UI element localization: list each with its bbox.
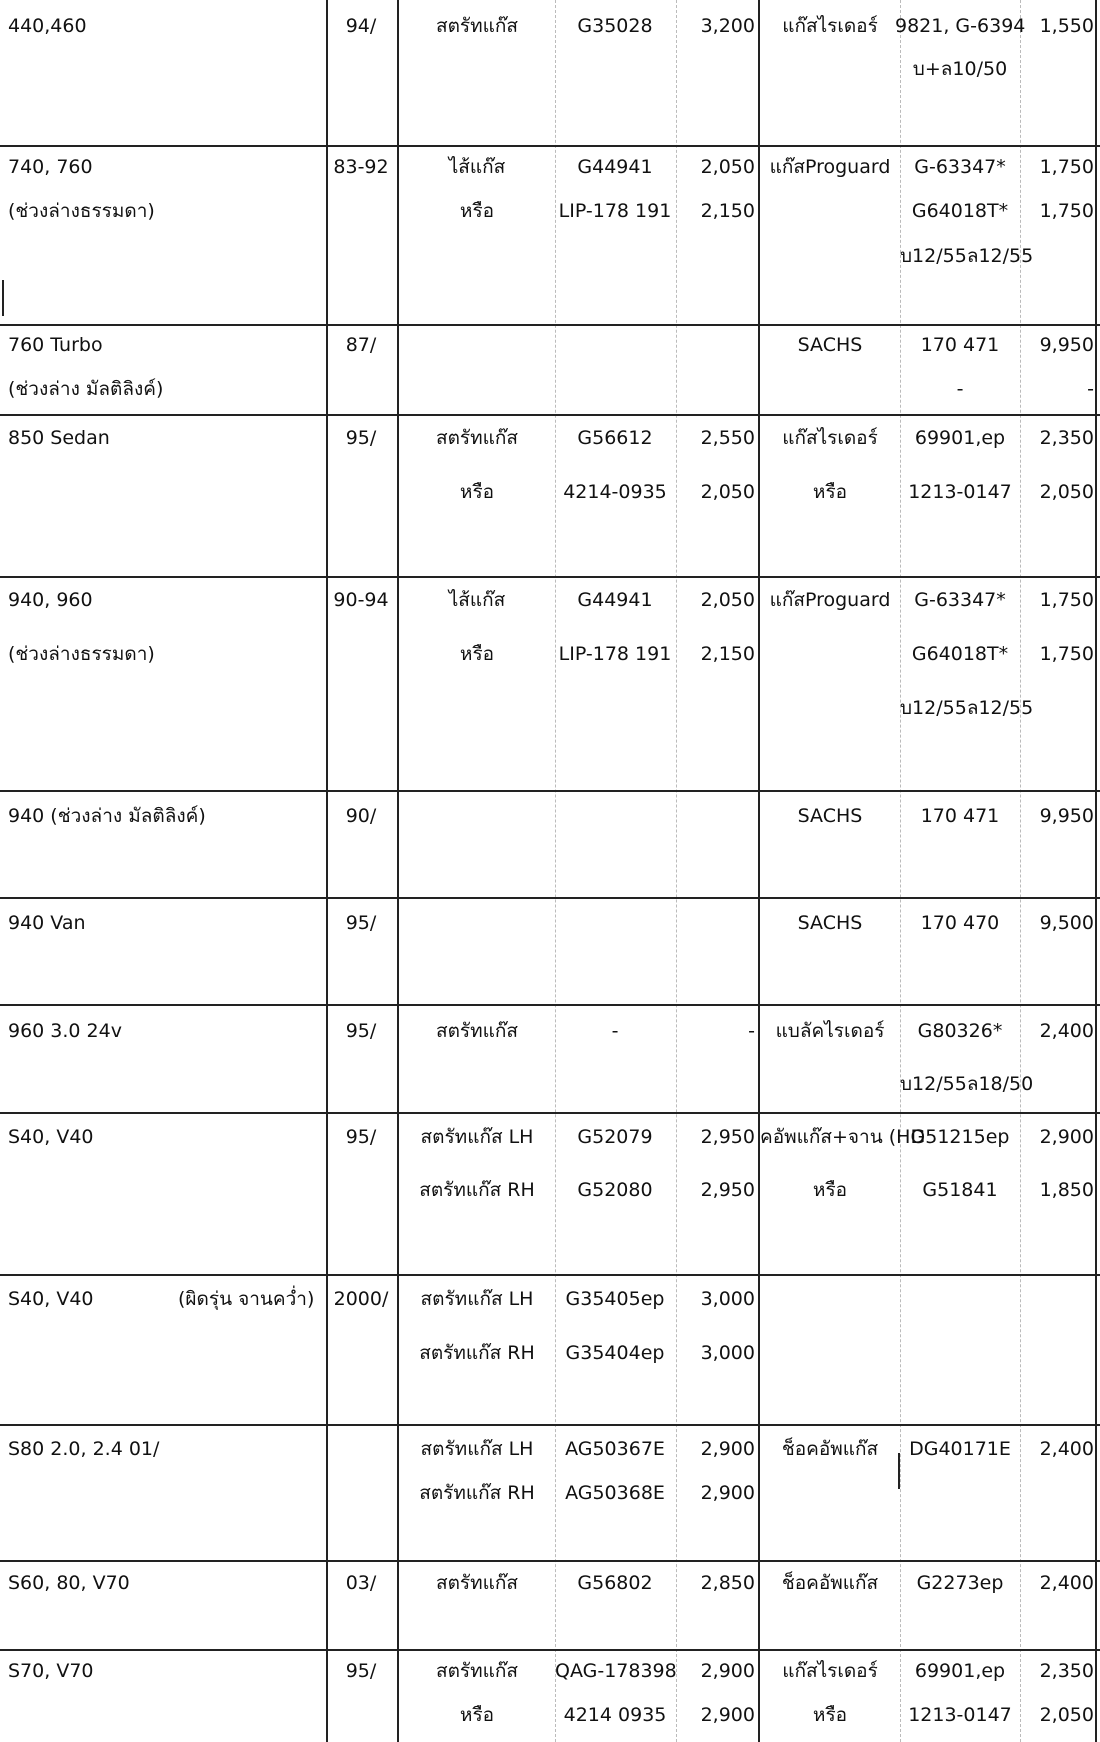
alt-price-cell: 2,350 (1039, 1660, 1094, 1682)
part-cell: หรือ (459, 643, 495, 665)
alt-code-cell: 170 471 (920, 805, 1000, 827)
alt-code-cell: G64018T* (911, 200, 1009, 222)
model-cell: 960 3.0 24v (8, 1020, 122, 1042)
alt-price-cell: 1,550 (1039, 15, 1094, 37)
model-cell: S40, V40 (8, 1126, 94, 1148)
model-cell: (ช่วงล่างธรรมดา) (8, 200, 155, 222)
part-cell: สตรัทแก๊ส (435, 1020, 518, 1042)
alt-part-cell: หรือ (812, 1704, 848, 1726)
part-cell: สตรัทแก๊ส (435, 1660, 518, 1682)
alt-code-cell: G64018T* (911, 643, 1009, 665)
model-cell: 940, 960 (8, 589, 93, 611)
part-code-cell: G52079 (577, 1126, 653, 1148)
column-divider (1095, 0, 1097, 1742)
alt-code-cell: - (956, 378, 964, 400)
part-code-cell: G44941 (577, 589, 653, 611)
alt-part-cell: คอัพแก๊ส+จาน (HD (760, 1126, 926, 1148)
alt-part-cell: แก๊สไรเดอร์ (782, 427, 878, 449)
alt-price-cell: 1,750 (1039, 200, 1094, 222)
border-mark (2, 280, 4, 316)
alt-price-cell: 9,950 (1039, 805, 1094, 827)
alt-price-cell: 1,750 (1039, 156, 1094, 178)
part-cell: สตรัทแก๊ส (435, 1572, 518, 1594)
alt-part-cell: แก๊สProguard (769, 156, 891, 178)
alt-part-cell: แบลัคไรเดอร์ (775, 1020, 885, 1042)
row-divider (0, 414, 1100, 416)
price-cell: 2,050 (700, 156, 755, 178)
alt-code-cell: G-63347* (914, 589, 1006, 611)
part-cell: สตรัทแก๊ส RH (419, 1482, 535, 1504)
alt-price-cell: 2,400 (1039, 1572, 1094, 1594)
alt-price-cell: 1,850 (1039, 1179, 1094, 1201)
price-cell: 2,900 (700, 1482, 755, 1504)
model-cell: (ช่วงล่างธรรมดา) (8, 643, 155, 665)
part-cell: สตรัทแก๊ส LH (420, 1126, 534, 1148)
price-cell: 2,900 (700, 1704, 755, 1726)
alt-code-cell: บ12/55ล12/55 (900, 245, 1034, 267)
model-note: (ผิดรุ่น จานคว่ำ) (178, 1288, 315, 1310)
alt-code-cell: 170 470 (920, 912, 1000, 934)
part-cell: สตรัทแก๊ส LH (420, 1438, 534, 1460)
price-cell: 2,850 (700, 1572, 755, 1594)
model-cell: 940 Van (8, 912, 86, 934)
alt-part-cell: SACHS (797, 912, 863, 934)
alt-code-cell: 1213-0147 (908, 481, 1012, 503)
alt-part-cell: ช็อคอัพแก๊ส (781, 1572, 879, 1594)
row-divider (0, 576, 1100, 578)
part-code-cell: G44941 (577, 156, 653, 178)
year-cell: 2000/ (333, 1288, 389, 1310)
row-divider (0, 1112, 1100, 1114)
row-divider (0, 1649, 1100, 1651)
part-code-cell: QAG-178398 (555, 1660, 677, 1682)
row-divider (0, 1004, 1100, 1006)
year-cell: 95/ (345, 1020, 377, 1042)
part-code-cell: G52080 (577, 1179, 653, 1201)
part-code-cell: G35404ep (565, 1342, 665, 1364)
price-cell: 2,550 (700, 427, 755, 449)
alt-part-cell: แก๊สProguard (769, 589, 891, 611)
price-cell: - (748, 1020, 755, 1042)
alt-code-cell: G-63347* (914, 156, 1006, 178)
row-divider (0, 324, 1100, 326)
alt-part-cell: แก๊สไรเดอร์ (782, 15, 878, 37)
year-cell: 90/ (345, 805, 377, 827)
alt-part-cell: แก๊สไรเดอร์ (782, 1660, 878, 1682)
year-cell: 03/ (345, 1572, 377, 1594)
model-cell: S80 2.0, 2.4 01/ (8, 1438, 160, 1460)
part-code-cell: G35405ep (565, 1288, 665, 1310)
price-cell: 2,150 (700, 200, 755, 222)
alt-part-cell: SACHS (797, 334, 863, 356)
price-cell: 2,950 (700, 1126, 755, 1148)
part-code-cell: AG50368E (565, 1482, 665, 1504)
alt-price-cell: 2,400 (1039, 1438, 1094, 1460)
row-divider (0, 897, 1100, 899)
row-divider (0, 1424, 1100, 1426)
alt-price-cell: 2,350 (1039, 427, 1094, 449)
part-code-cell: 4214 0935 (563, 1704, 667, 1726)
alt-code-cell: 170 471 (920, 334, 1000, 356)
part-cell: หรือ (459, 200, 495, 222)
part-code-cell: LIP-178 191 (558, 643, 672, 665)
part-code-cell: 4214-0935 (563, 481, 667, 503)
part-code-cell: G35028 (577, 15, 653, 37)
alt-price-cell: 2,050 (1039, 1704, 1094, 1726)
part-code-cell: AG50367E (565, 1438, 665, 1460)
alt-part-cell: SACHS (797, 805, 863, 827)
part-code-cell: G56612 (577, 427, 653, 449)
alt-code-cell: G51841 (922, 1179, 998, 1201)
year-cell: 94/ (345, 15, 377, 37)
part-cell: สตรัทแก๊ส (435, 427, 518, 449)
year-cell: 95/ (345, 1126, 377, 1148)
row-divider (0, 145, 1100, 147)
row-divider (0, 790, 1100, 792)
alt-code-cell: บ+ล10/50 (912, 58, 1008, 80)
price-cell: 3,200 (700, 15, 755, 37)
price-cell: 2,150 (700, 643, 755, 665)
year-cell: 83-92 (333, 156, 389, 178)
part-cell: หรือ (459, 481, 495, 503)
alt-price-cell: 9,950 (1039, 334, 1094, 356)
alt-code-cell: G2273ep (916, 1572, 1004, 1594)
price-cell: 3,000 (700, 1288, 755, 1310)
model-cell: S40, V40 (8, 1288, 94, 1310)
alt-code-cell: G51215ep (910, 1126, 1010, 1148)
part-cell: ไส้แก๊ส (448, 156, 506, 178)
part-code-cell: - (611, 1020, 619, 1042)
alt-code-cell: 69901,ep (914, 427, 1006, 449)
part-cell: สตรัทแก๊ส LH (420, 1288, 534, 1310)
alt-code-cell: G80326* (917, 1020, 1003, 1042)
alt-price-cell: 9,500 (1039, 912, 1094, 934)
price-cell: 2,900 (700, 1438, 755, 1460)
model-cell: S70, V70 (8, 1660, 94, 1682)
model-cell: 760 Turbo (8, 334, 103, 356)
price-cell: 2,900 (700, 1660, 755, 1682)
price-cell: 2,050 (700, 481, 755, 503)
alt-price-cell: 1,750 (1039, 589, 1094, 611)
alt-code-cell: 9821, G-6394 (895, 15, 1026, 37)
price-cell: 2,050 (700, 589, 755, 611)
price-cell: 3,000 (700, 1342, 755, 1364)
alt-code-cell: 69901,ep (914, 1660, 1006, 1682)
alt-code-cell: 1213-0147 (908, 1704, 1012, 1726)
year-cell: 90-94 (333, 589, 389, 611)
model-cell: (ช่วงล่าง มัลติลิงค์) (8, 378, 164, 400)
part-code-cell: G56802 (577, 1572, 653, 1594)
alt-price-cell: - (1087, 378, 1094, 400)
year-cell: 95/ (345, 1660, 377, 1682)
alt-part-cell: หรือ (812, 1179, 848, 1201)
alt-price-cell: 2,050 (1039, 481, 1094, 503)
alt-price-cell: 2,400 (1039, 1020, 1094, 1042)
model-cell: 940 (ช่วงล่าง มัลติลิงค์) (8, 805, 206, 827)
alt-code-cell: บ12/55ล12/55 (900, 697, 1034, 719)
part-cell: สตรัทแก๊ส (435, 15, 518, 37)
alt-price-cell: 2,900 (1039, 1126, 1094, 1148)
alt-part-cell: ช็อคอัพแก๊ส (781, 1438, 879, 1460)
model-cell: S60, 80, V70 (8, 1572, 130, 1594)
part-code-cell: LIP-178 191 (558, 200, 672, 222)
alt-part-cell: หรือ (812, 481, 848, 503)
year-cell: 87/ (345, 334, 377, 356)
alt-price-cell: 1,750 (1039, 643, 1094, 665)
model-cell: 850 Sedan (8, 427, 110, 449)
model-cell: 440,460 (8, 15, 87, 37)
column-divider (758, 0, 760, 1742)
year-cell: 95/ (345, 427, 377, 449)
part-cell: สตรัทแก๊ส RH (419, 1179, 535, 1201)
row-divider (0, 1274, 1100, 1276)
price-cell: 2,950 (700, 1179, 755, 1201)
model-cell: 740, 760 (8, 156, 93, 178)
part-cell: หรือ (459, 1704, 495, 1726)
alt-code-cell: บ12/55ล18/50 (900, 1073, 1034, 1095)
year-cell: 95/ (345, 912, 377, 934)
alt-code-cell: DG40171E (909, 1438, 1011, 1460)
part-cell: สตรัทแก๊ส RH (419, 1342, 535, 1364)
row-divider (0, 1560, 1100, 1562)
part-cell: ไส้แก๊ส (448, 589, 506, 611)
column-divider (326, 0, 328, 1742)
